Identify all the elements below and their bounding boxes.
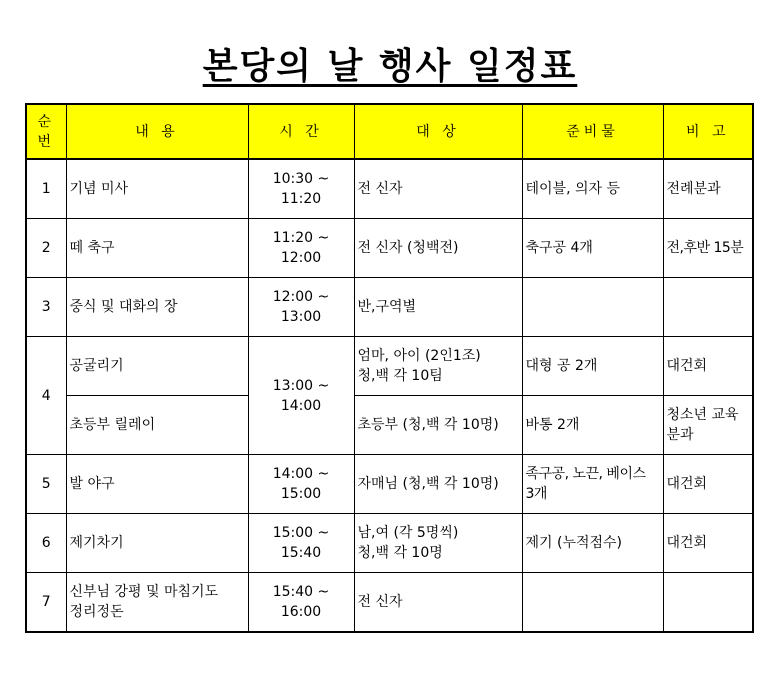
cell-target: 반,구역별: [354, 278, 522, 337]
table-row: [26, 337, 753, 396]
cell-target: 전 신자: [354, 159, 522, 219]
cell-note: 대건회: [663, 514, 753, 573]
cell-no: 1: [26, 159, 66, 219]
cell-time: 11:20 ~ 12:00: [248, 219, 354, 278]
cell-target: [354, 514, 522, 573]
cell-content: 중식 및 대화의 장: [66, 278, 248, 337]
cell-note: [663, 396, 753, 455]
cell-prep: 제기 (누적점수): [522, 514, 663, 573]
cell-no: 2: [26, 219, 66, 278]
cell-note: 전,후반 15분: [663, 219, 753, 278]
cell-target: 전 신자: [354, 573, 522, 633]
header-target: 대 상: [354, 104, 522, 159]
cell-line: 분과: [666, 427, 694, 443]
cell-time: 14:00 ~ 15:00: [248, 455, 354, 514]
cell-line: 3개: [525, 486, 547, 502]
table-row: [26, 573, 753, 633]
schedule-table: [25, 103, 754, 633]
cell-note: [663, 573, 753, 633]
cell-prep: [522, 455, 663, 514]
header-content: 내 용: [66, 104, 248, 159]
cell-content: 기념 미사: [66, 159, 248, 219]
cell-time: 15:40 ~ 16:00: [248, 573, 354, 633]
cell-time: 15:00 ~ 15:40: [248, 514, 354, 573]
header-time: 시 간: [248, 104, 354, 159]
header-prep: 준비물: [522, 104, 663, 159]
cell-note: 대건회: [663, 455, 753, 514]
cell-line: 청,백 각 10명: [357, 545, 443, 561]
header-note: 비 고: [663, 104, 753, 159]
cell-content: 떼 축구: [66, 219, 248, 278]
cell-line: 남,여 (각 5명씩): [357, 525, 459, 541]
cell-line: 족구공, 노끈, 베이스: [525, 466, 646, 482]
cell-prep: [522, 573, 663, 633]
cell-prep: 바통 2개: [522, 396, 663, 455]
cell-note: [663, 278, 753, 337]
cell-content: 초등부 릴레이: [66, 396, 248, 455]
table-row: [26, 514, 753, 573]
cell-no: 3: [26, 278, 66, 337]
cell-no: 5: [26, 455, 66, 514]
cell-no: 6: [26, 514, 66, 573]
page-title: 본당의 날 행사 일정표: [202, 46, 578, 87]
cell-content: [66, 573, 248, 633]
cell-target: [354, 337, 522, 396]
cell-time: 13:00 ~ 14:00: [248, 337, 354, 455]
cell-target: 자매님 (청,백 각 10명): [354, 455, 522, 514]
cell-note: 대건회: [663, 337, 753, 396]
cell-prep: 테이블, 의자 등: [522, 159, 663, 219]
table-row: [26, 219, 753, 278]
cell-prep: 축구공 4개: [522, 219, 663, 278]
table-row: [26, 159, 753, 219]
cell-no: 4: [26, 337, 66, 455]
cell-time: 12:00 ~ 13:00: [248, 278, 354, 337]
cell-line: 정리정돈: [69, 604, 124, 620]
header-row: [26, 104, 753, 159]
cell-content: 발 야구: [66, 455, 248, 514]
table-row: [26, 278, 753, 337]
cell-content: 제기차기: [66, 514, 248, 573]
cell-target: 초등부 (청,백 각 10명): [354, 396, 522, 455]
table-row: [26, 455, 753, 514]
cell-prep: 대형 공 2개: [522, 337, 663, 396]
cell-prep: [522, 278, 663, 337]
header-no: 순번: [26, 104, 66, 159]
cell-no: 7: [26, 573, 66, 633]
cell-time: 10:30 ~ 11:20: [248, 159, 354, 219]
cell-line: 청,백 각 10팀: [357, 368, 443, 384]
cell-line: 엄마, 아이 (2인1조): [357, 348, 481, 364]
cell-target: 전 신자 (청백전): [354, 219, 522, 278]
cell-line: 청소년 교육: [666, 407, 739, 423]
cell-line: 신부님 강평 및 마침기도: [69, 584, 219, 600]
table-row: [26, 396, 753, 455]
cell-note: 전례분과: [663, 159, 753, 219]
cell-content: 공굴리기: [66, 337, 248, 396]
